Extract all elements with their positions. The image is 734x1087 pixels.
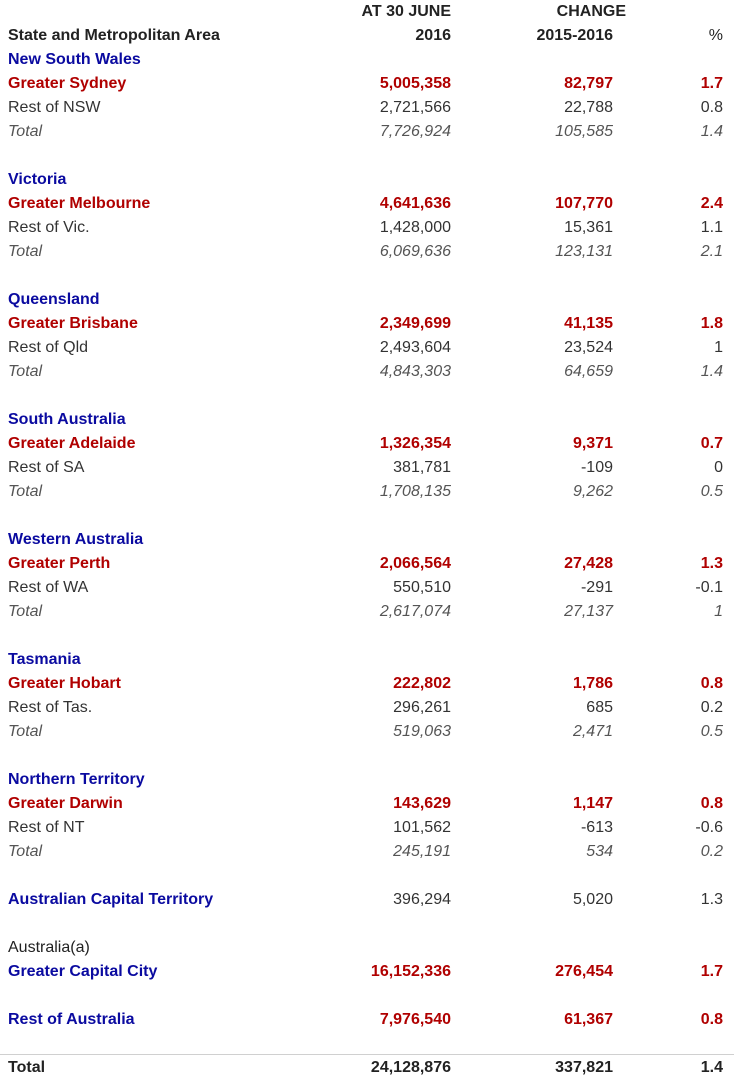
change-value: 337,821 (555, 1059, 613, 1076)
row-label: Total (8, 243, 43, 260)
row-label: Total (8, 603, 43, 620)
change-value: 27,137 (564, 603, 613, 620)
percent-value: 1.7 (700, 75, 723, 92)
population-value: 296,261 (393, 699, 451, 716)
population-value: 550,510 (393, 579, 451, 596)
population-value: 1,326,354 (379, 435, 451, 452)
population-value: 6,069,636 (379, 243, 451, 260)
table-row (0, 888, 734, 912)
change-value: 15,361 (564, 219, 613, 236)
table-row (0, 672, 734, 696)
population-value: 24,128,876 (370, 1059, 451, 1076)
population-value: 396,294 (393, 891, 451, 908)
change-value: 107,770 (555, 195, 613, 212)
change-value: 27,428 (564, 555, 613, 572)
row-label: Rest of SA (8, 459, 85, 476)
change-value: 685 (586, 699, 613, 716)
change-value: 41,135 (564, 315, 613, 332)
table-row (0, 1056, 734, 1080)
row-label: Rest of Australia (8, 1011, 135, 1028)
table-row (0, 720, 734, 744)
row-label: Greater Capital City (8, 963, 158, 980)
population-value: 7,726,924 (379, 123, 451, 140)
percent-value: 1.1 (700, 219, 723, 236)
population-value: 2,066,564 (379, 555, 451, 572)
table-row (0, 1008, 734, 1032)
population-value: 5,005,358 (379, 75, 451, 92)
row-label: Total (8, 483, 43, 500)
percent-value: 1 (714, 339, 723, 356)
population-value: 519,063 (393, 723, 451, 740)
percent-value: 0.8 (700, 1011, 723, 1028)
change-value: 9,262 (572, 483, 613, 500)
table-row (0, 240, 734, 264)
table-row (0, 360, 734, 384)
population-value: 7,976,540 (379, 1011, 451, 1028)
total-divider (0, 1054, 734, 1055)
percent-value: 2.4 (700, 195, 723, 212)
table-row (0, 576, 734, 600)
row-label: Queensland (8, 291, 100, 308)
table-row (0, 600, 734, 624)
table-row (0, 408, 734, 432)
population-value: 2,493,604 (379, 339, 451, 356)
change-value: 9,371 (572, 435, 613, 452)
row-label: New South Wales (8, 51, 141, 68)
row-label: Tasmania (8, 651, 81, 668)
percent-value: -0.1 (695, 579, 723, 596)
table-row (0, 480, 734, 504)
change-value: -109 (580, 459, 613, 476)
population-value: 2,349,699 (379, 315, 451, 332)
table-row (0, 456, 734, 480)
table-row (0, 288, 734, 312)
table-row (0, 336, 734, 360)
table-row (0, 168, 734, 192)
percent-value: 1.4 (700, 363, 723, 380)
header-area: State and Metropolitan Area (8, 27, 220, 44)
table-row (0, 528, 734, 552)
change-value: 123,131 (555, 243, 613, 260)
table-row (0, 840, 734, 864)
row-label: Rest of Qld (8, 339, 89, 356)
percent-value: 2.1 (700, 243, 723, 260)
percent-value: 0 (714, 459, 723, 476)
change-value: 105,585 (555, 123, 613, 140)
row-label: Greater Adelaide (8, 435, 136, 452)
percent-value: -0.6 (695, 819, 723, 836)
row-label: Total (8, 363, 43, 380)
population-value: 143,629 (393, 795, 451, 812)
population-value: 101,562 (393, 819, 451, 836)
row-label: Total (8, 1059, 46, 1076)
header-at-30-june: AT 30 JUNE (361, 3, 451, 20)
change-value: 23,524 (564, 339, 613, 356)
header-row-1 (0, 0, 734, 24)
population-value: 245,191 (393, 843, 451, 860)
percent-value: 1.7 (700, 963, 723, 980)
population-value: 1,708,135 (379, 483, 451, 500)
table-row (0, 960, 734, 984)
row-label: Rest of NSW (8, 99, 101, 116)
header-row-2 (0, 24, 734, 48)
percent-value: 1 (714, 603, 723, 620)
header-year: 2016 (415, 27, 451, 44)
population-value: 16,152,336 (370, 963, 451, 980)
population-value: 4,641,636 (379, 195, 451, 212)
change-value: -291 (580, 579, 613, 596)
change-value: 1,147 (572, 795, 613, 812)
population-value: 2,617,074 (379, 603, 451, 620)
percent-value: 0.2 (700, 699, 723, 716)
change-value: 1,786 (572, 675, 613, 692)
table-row (0, 552, 734, 576)
population-value: 381,781 (393, 459, 451, 476)
change-value: 61,367 (564, 1011, 613, 1028)
row-label: Northern Territory (8, 771, 145, 788)
change-value: -613 (580, 819, 613, 836)
row-label: Rest of WA (8, 579, 89, 596)
row-label: Total (8, 123, 43, 140)
table-row (0, 816, 734, 840)
header-change: CHANGE (556, 3, 626, 20)
row-label: Greater Hobart (8, 675, 121, 692)
percent-value: 1.4 (700, 1059, 723, 1076)
row-label: Greater Perth (8, 555, 111, 572)
table-row (0, 120, 734, 144)
table-row (0, 936, 734, 960)
percent-value: 1.4 (700, 123, 723, 140)
percent-value: 0.7 (700, 435, 723, 452)
row-label: Greater Melbourne (8, 195, 151, 212)
percent-value: 0.5 (700, 723, 723, 740)
table-row (0, 432, 734, 456)
row-label: Rest of Vic. (8, 219, 90, 236)
population-value: 2,721,566 (379, 99, 451, 116)
table-row (0, 192, 734, 216)
row-label: Greater Brisbane (8, 315, 138, 332)
table-row (0, 792, 734, 816)
row-label: Rest of Tas. (8, 699, 93, 716)
percent-value: 0.8 (700, 99, 723, 116)
change-value: 22,788 (564, 99, 613, 116)
row-label: Australia(a) (8, 939, 90, 956)
row-label: Greater Darwin (8, 795, 123, 812)
table-row (0, 312, 734, 336)
percent-value: 0.8 (700, 795, 723, 812)
row-label: Australian Capital Territory (8, 891, 214, 908)
change-value: 5,020 (572, 891, 613, 908)
percent-value: 1.3 (700, 891, 723, 908)
percent-value: 1.3 (700, 555, 723, 572)
table-row (0, 696, 734, 720)
change-value: 82,797 (564, 75, 613, 92)
percent-value: 0.8 (700, 675, 723, 692)
table-row (0, 48, 734, 72)
table-row (0, 96, 734, 120)
table-row (0, 216, 734, 240)
header-period: 2015-2016 (536, 27, 613, 44)
change-value: 276,454 (555, 963, 613, 980)
row-label: South Australia (8, 411, 126, 428)
table-row (0, 768, 734, 792)
change-value: 2,471 (572, 723, 613, 740)
population-value: 4,843,303 (379, 363, 451, 380)
table-row (0, 72, 734, 96)
row-label: Total (8, 723, 43, 740)
percent-value: 0.5 (700, 483, 723, 500)
row-label: Greater Sydney (8, 75, 127, 92)
row-label: Rest of NT (8, 819, 85, 836)
row-label: Victoria (8, 171, 67, 188)
percent-value: 1.8 (700, 315, 723, 332)
header-percent: % (708, 27, 723, 44)
change-value: 64,659 (564, 363, 613, 380)
table-row (0, 648, 734, 672)
percent-value: 0.2 (700, 843, 723, 860)
change-value: 534 (586, 843, 613, 860)
row-label: Western Australia (8, 531, 144, 548)
population-value: 222,802 (393, 675, 451, 692)
row-label: Total (8, 843, 43, 860)
population-value: 1,428,000 (379, 219, 451, 236)
